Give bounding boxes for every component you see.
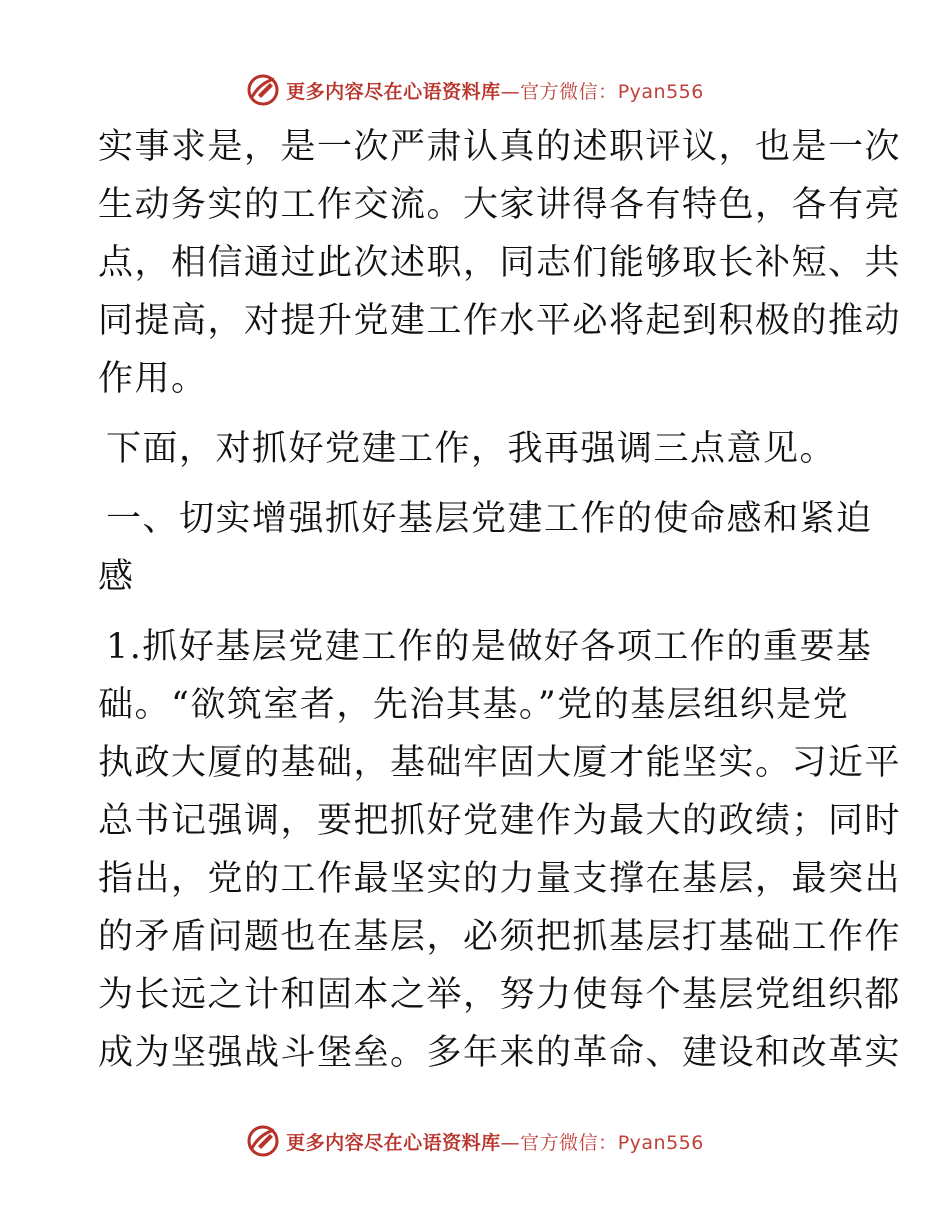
text-line: 下面，对抓好党建工作，我再强调三点意见。 bbox=[106, 429, 837, 469]
text-line: 生动务实的工作交流。大家讲得各有特色，各有亮 bbox=[98, 185, 902, 225]
watermark-main: 更多内容尽在心语资料库 bbox=[286, 80, 501, 103]
document-body bbox=[98, 118, 902, 1082]
watermark-dash: — bbox=[500, 1131, 521, 1154]
text-line: 总书记强调，要把抓好党建作为最大的政绩；同时 bbox=[98, 801, 902, 841]
header-watermark bbox=[0, 70, 950, 110]
text-line: 成为坚强战斗堡垒。多年来的革命、建设和改革实 bbox=[98, 1033, 902, 1073]
text-line: 作用。 bbox=[98, 359, 208, 399]
text-line: 指出，党的工作最坚实的力量支撑在基层，最突出 bbox=[98, 859, 902, 899]
text-line: 执政大厦的基础，基础牢固大厦才能坚实。习近平 bbox=[98, 743, 902, 783]
watermark-text bbox=[286, 1128, 704, 1155]
text-line: 实事求是，是一次严肃认真的述职评议，也是一次 bbox=[98, 127, 902, 167]
paragraph bbox=[98, 118, 902, 408]
text-line: 1.抓好基层党建工作的是做好各项工作的重要基 bbox=[106, 627, 873, 667]
watermark-text bbox=[286, 77, 704, 104]
watermark-wechat-label: 官方微信： bbox=[520, 80, 618, 103]
footer-watermark bbox=[0, 1121, 950, 1161]
paragraph bbox=[98, 618, 902, 1082]
watermark-wechat-label: 官方微信： bbox=[520, 1131, 618, 1154]
watermark-main: 更多内容尽在心语资料库 bbox=[286, 1131, 501, 1154]
section-heading bbox=[98, 490, 873, 606]
paragraph bbox=[98, 420, 858, 478]
text-line: 一、切实增强抓好基层党建工作的使命感和紧迫 bbox=[106, 499, 873, 539]
text-line: 础。“欲筑室者，先治其基。”党的基层组织是党 bbox=[98, 685, 850, 725]
text-line: 为长远之计和固本之举，努力使每个基层党组织都 bbox=[98, 975, 902, 1015]
watermark-wechat-id: Pyan556 bbox=[617, 80, 704, 103]
pen-logo-icon bbox=[246, 73, 280, 107]
text-line: 同提高，对提升党建工作水平必将起到积极的推动 bbox=[98, 301, 902, 341]
text-line: 的矛盾问题也在基层，必须把抓基层打基础工作作 bbox=[98, 917, 902, 957]
watermark-dash: — bbox=[500, 80, 521, 103]
text-line: 点，相信通过此次述职，同志们能够取长补短、共 bbox=[98, 243, 902, 283]
watermark-wechat-id: Pyan556 bbox=[617, 1131, 704, 1154]
text-line: 感 bbox=[98, 557, 135, 597]
pen-logo-icon bbox=[246, 1124, 280, 1158]
